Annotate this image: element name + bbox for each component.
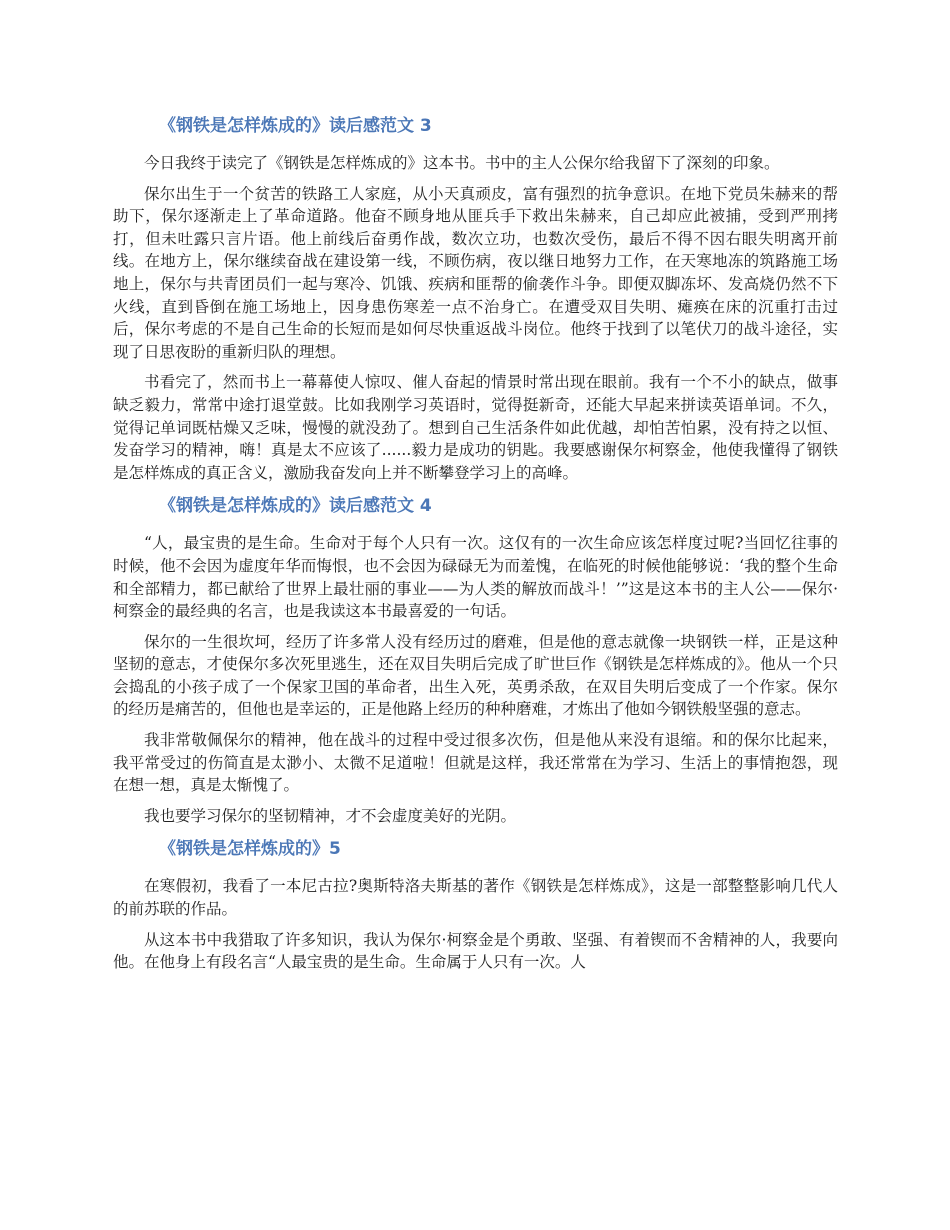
section-title-4: 《钢铁是怎样炼成的》读后感范文 4 [159, 496, 432, 517]
paragraph: 保尔出生于一个贫苦的铁路工人家庭，从小天真顽皮，富有强烈的抗争意识。在地下党员朱赫来的帮助下，保尔逐渐走上了革命道路。他奋不顾身地从匪兵手下救出朱赫来，自己却应此被捕，受到严刑拷打，但未吐露只言片语。他上前线后奋勇作战，数次立功，也数次受伤，最后不得不因右眼失明离开前线。在地方上，保尔继续奋战在建设第一线，不顾伤病，夜以继日地努力工作，在天寒地冻的筑路施工场地上，保尔与共青团员们一起与寒冷、饥饿、疾病和匪帮的偷袭作斗争。即便双脚冻坏、发高烧仍然不下火线，直到昏倒在施工场地上，因身患伤寒差一点不治身亡。在遭受双目失明、瘫痪在床的沉重打击过后，保尔考虑的不是自己生命的长短而是如何尽快重返战斗岗位。他终于找到了以笔伏刀的战斗途径，实现了日思夜盼的重新归队的理想。 [113, 184, 838, 361]
paragraph: 我也要学习保尔的坚韧精神，才不会虚度美好的光阴。 [144, 806, 517, 825]
paragraph: 今日我终于读完了《钢铁是怎样炼成的》这本书。书中的主人公保尔给我留下了深刻的印象。 [144, 154, 780, 172]
document-body [113, 112, 838, 982]
section-title-3: 《钢铁是怎样炼成的》读后感范文 3 [159, 116, 432, 136]
paragraph: “人，最宝贵的是生命。生命对于每个人只有一次。这仅有的一次生命应该怎样度过呢?当回忆往事的时候，他不会因为虚度年华而悔恨，也不会因为碌碌无为而羞愧，在临死的时候他能够说：‘我的整个生命和全部精力，都已献给了世界上最壮丽的事业——为人类的解放而战斗！’”这是这本书的主人公——保尔·柯察金的最经典的名言，也是我读这本书最喜爱的一句话。 [113, 534, 838, 621]
paragraph: 我非常敬佩保尔的精神，他在战斗的过程中受过很多次伤，但是他从来没有退缩。和的保尔比起来，我平常受过的伤简直是太渺小、太微不足道啦！但就是这样，我还常常在为学习、生活上的事情抱怨，现在想一想，真是太惭愧了。 [113, 731, 838, 795]
paragraph: 保尔的一生很坎坷，经历了许多常人没有经历过的磨难，但是他的意志就像一块钢铁一样，正是这种坚韧的意志，才使保尔多次死里逃生，还在双目失明后完成了旷世巨作《钢铁是怎样炼成的》。他从一个只会捣乱的小孩子成了一个保家卫国的革命者，出生入死，英勇杀敌，在双目失明后变成了一个作家。保尔的经历是痛苦的，但他也是幸运的，正是他路上经历的种种磨难，才炼出了他如今钢铁般坚强的意志。 [113, 632, 838, 719]
paragraph: 在寒假初，我看了一本尼古拉?奥斯特洛夫斯基的著作《钢铁是怎样炼成》，这是一部整整影响几代人的前苏联的作品。 [113, 877, 838, 919]
paragraph: 书看完了，然而书上一幕幕使人惊叹、催人奋起的情景时常出现在眼前。我有一个不小的缺点，做事缺乏毅力，常常中途打退堂鼓。比如我刚学习英语时，觉得挺新奇，还能大早起来拼读英语单词。不久，觉得记单词既枯燥又乏味，慢慢的就没劲了。想到自己生活条件如此优越，却怕苦怕累，没有持之以恒、发奋学习的精神，嗨！真是太不应该了......毅力是成功的钥匙。我要感谢保尔柯察金，他使我懂得了钢铁是怎样炼成的真正含义，激励我奋发向上并不断攀登学习上的高峰。 [113, 373, 838, 482]
section-title-5: 《钢铁是怎样炼成的》5 [159, 839, 341, 860]
paragraph: 从这本书中我猎取了许多知识，我认为保尔·柯察金是个勇敢、坚强、有着锲而不舍精神的人，我要向他。在他身上有段名言“人最宝贵的是生命。生命属于人只有一次。人 [113, 930, 838, 972]
